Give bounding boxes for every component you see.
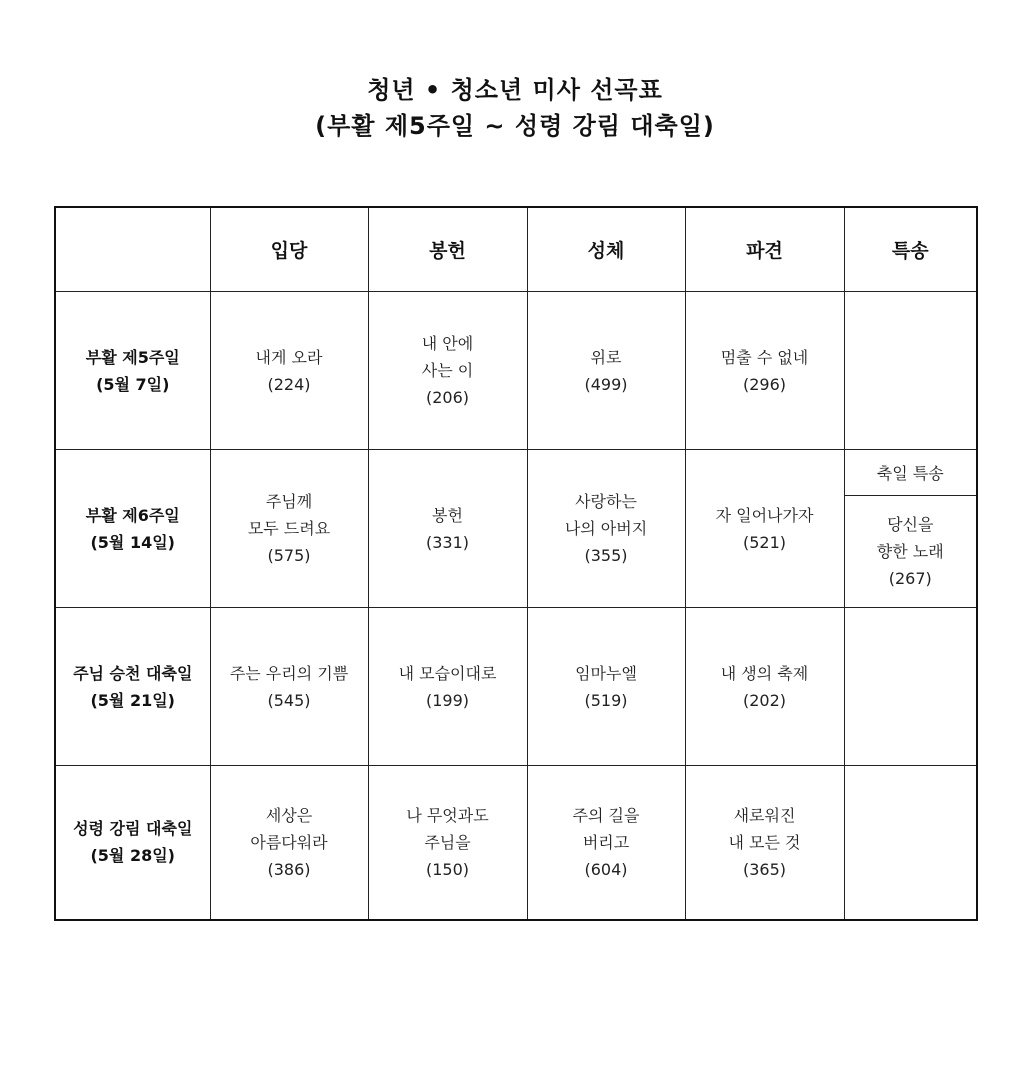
song-title: 내 모습이대로 <box>398 663 497 683</box>
song-number: (206) <box>425 388 470 407</box>
title-line-1: 청년 • 청소년 미사 선곡표 <box>367 76 663 104</box>
offertory-cell <box>368 608 527 766</box>
row-name: 주님 승천 대축일 <box>73 663 193 683</box>
song-title: 사는 이 <box>421 361 474 380</box>
song-title: 주의 길을 <box>572 805 640 825</box>
dismissal-cell <box>685 766 844 920</box>
special-cell <box>844 766 977 920</box>
table-row <box>55 292 977 450</box>
song-title: 버리고 <box>582 832 630 852</box>
communion-cell <box>527 766 685 920</box>
row-label <box>55 608 210 766</box>
row-label <box>55 450 210 608</box>
communion-cell <box>527 608 685 766</box>
song-number: (150) <box>425 859 470 879</box>
header-dismissal: 파견 <box>685 207 844 292</box>
title-line-2: (부활 제5주일 ~ 성령 강림 대축일) <box>315 112 715 140</box>
song-title: 임마누엘 <box>575 663 637 683</box>
special-cell <box>844 608 977 766</box>
song-title: 주님께 <box>265 492 313 511</box>
song-number: (545) <box>267 690 311 710</box>
song-number: (519) <box>584 690 628 710</box>
song-number: (365) <box>742 859 787 879</box>
song-title: 자 일어나가자 <box>715 505 814 525</box>
song-title: 세상은 <box>265 805 313 825</box>
special-cell <box>844 496 977 608</box>
header-row <box>55 207 977 292</box>
song-number: (355) <box>584 546 628 565</box>
song-title: 나의 아버지 <box>564 519 648 538</box>
offertory-cell <box>368 450 527 608</box>
song-number: (604) <box>584 859 628 879</box>
song-title: 멈출 수 없네 <box>720 347 809 367</box>
row-label <box>55 766 210 920</box>
header-special: 특송 <box>844 207 977 292</box>
song-number: (575) <box>267 546 311 565</box>
song-number: (202) <box>742 690 787 710</box>
row-date: (5월 21일) <box>90 690 175 710</box>
song-number: (521) <box>742 532 787 552</box>
song-title: 사랑하는 <box>575 492 637 511</box>
communion-cell <box>527 450 685 608</box>
row-name: 부활 제5주일 <box>85 347 180 367</box>
song-title: 내 안에 <box>421 334 474 353</box>
offertory-cell <box>368 292 527 450</box>
table-row <box>55 608 977 766</box>
entrance-cell <box>210 292 368 450</box>
header-corner <box>55 207 210 292</box>
song-title: 내게 오라 <box>255 347 323 367</box>
dismissal-cell <box>685 292 844 450</box>
entrance-cell <box>210 450 368 608</box>
dismissal-cell <box>685 450 844 608</box>
song-number: (224) <box>267 374 311 394</box>
song-title: 새로워진 <box>733 805 796 825</box>
song-number: (331) <box>425 532 470 552</box>
song-title: 나 무엇과도 <box>406 805 489 825</box>
row-label <box>55 292 210 450</box>
song-number: (296) <box>742 374 787 394</box>
song-selection-table <box>54 206 978 921</box>
song-number: (267) <box>888 569 932 588</box>
song-title: 주님을 <box>424 832 471 852</box>
header-communion: 성체 <box>527 207 685 292</box>
offertory-cell <box>368 766 527 920</box>
row-name: 부활 제6주일 <box>85 505 180 525</box>
entrance-cell <box>210 766 368 920</box>
communion-cell <box>527 292 685 450</box>
entrance-cell <box>210 608 368 766</box>
table-row <box>55 766 977 920</box>
dismissal-cell <box>685 608 844 766</box>
row-name: 성령 강림 대축일 <box>73 819 193 839</box>
header-entrance: 입당 <box>210 207 368 292</box>
row-date: (5월 7일) <box>96 374 170 394</box>
special-cell <box>844 292 977 450</box>
song-title: 봉헌 <box>432 505 463 525</box>
table-row <box>55 450 977 496</box>
song-title: 당신을 <box>887 515 934 534</box>
song-title: 내 생의 축제 <box>720 663 809 683</box>
song-title: 위로 <box>590 347 622 367</box>
song-title: 모두 드려요 <box>247 519 331 538</box>
song-number: (386) <box>267 859 311 879</box>
row-date: (5월 28일) <box>90 846 175 866</box>
document-title <box>0 72 1030 144</box>
row-date: (5월 14일) <box>90 532 175 552</box>
special-subheader: 축일 특송 <box>844 450 977 496</box>
song-title: 아름다워라 <box>250 832 328 852</box>
song-number: (199) <box>425 690 470 710</box>
song-number: (499) <box>584 374 628 394</box>
header-offertory: 봉헌 <box>368 207 527 292</box>
song-title: 향한 노래 <box>876 542 944 561</box>
song-title: 주는 우리의 기쁨 <box>229 663 349 683</box>
song-title: 내 모든 것 <box>728 832 801 852</box>
